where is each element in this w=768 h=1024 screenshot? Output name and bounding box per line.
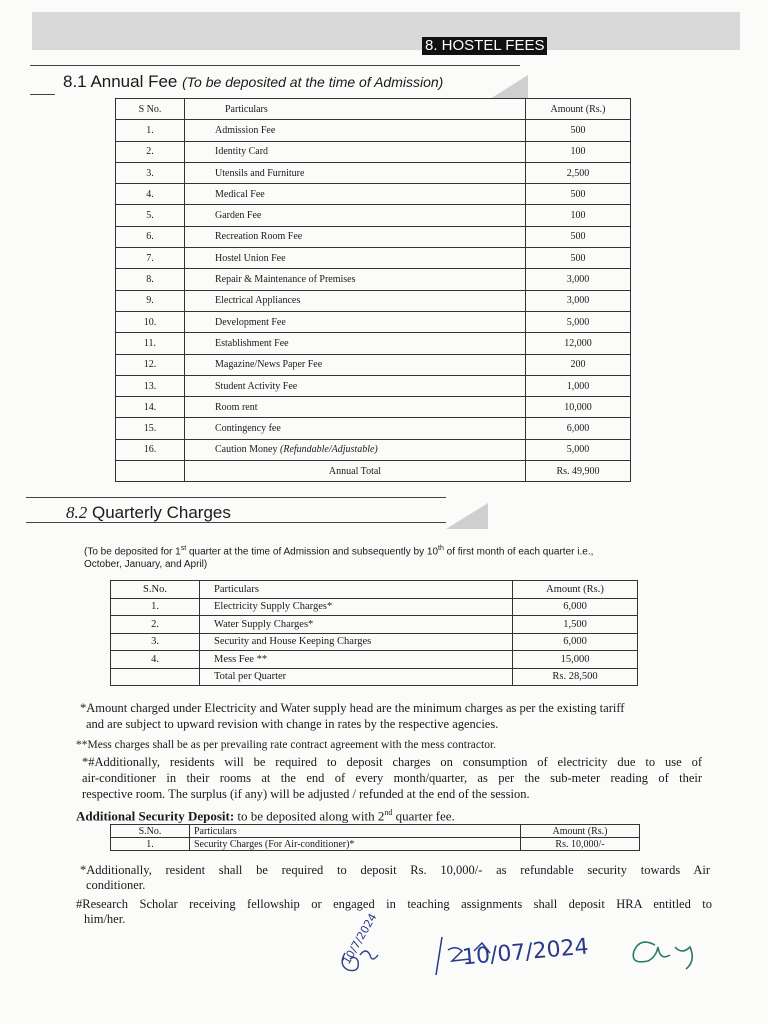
instr-part-a: (To be deposited for 1 [84, 546, 181, 558]
cell-sno: 13. [116, 375, 185, 396]
cell-particular [185, 184, 526, 205]
section1-subtitle: (To be deposited at the time of Admission) [182, 74, 444, 90]
col-sno: S.No. [111, 581, 200, 599]
cell-particular [185, 290, 526, 311]
security-deposit-table [110, 824, 640, 851]
cell-sno: 11. [116, 333, 185, 354]
annual-total-label: Annual Total [185, 461, 526, 482]
cell-particular-text: Utensils and Furniture [215, 167, 305, 179]
cell-particular-note: (Refundable/Adjustable) [280, 444, 378, 456]
cell-particular [185, 120, 526, 141]
note-ac-end: respective room. The surplus (if any) will be adjusted / refunded at the end of the session. [82, 787, 530, 801]
cell-particular: Security Charges (For Air-conditioner)* [190, 838, 521, 851]
cell-particular: Security and House Keeping Charges [200, 633, 513, 651]
table-row [116, 375, 631, 396]
section1-wedge [490, 75, 528, 99]
footer-note-2b: him/her. [84, 912, 126, 926]
cell-amount: 2,500 [526, 162, 631, 183]
section2-number: 8.2 [66, 503, 88, 522]
cell-particular [185, 311, 526, 332]
table-row [116, 290, 631, 311]
col-amount: Amount (Rs.) [521, 825, 640, 838]
cell-sno: 2. [111, 616, 200, 634]
signature-date-2: 10/07/2024 [461, 934, 590, 971]
cell-particular [185, 418, 526, 439]
cell-sno: 3. [111, 633, 200, 651]
instr-sup2: th [438, 545, 444, 552]
cell-particular-text: Medical Fee [215, 188, 265, 200]
cell-sno: 6. [116, 226, 185, 247]
cell-amount: 10,000 [526, 397, 631, 418]
table-header-row [111, 825, 640, 838]
note-1b: and are subject to upward revision with change in rates by the respective agencies. [86, 717, 499, 731]
cell-particular [185, 397, 526, 418]
col-particulars: Particulars [185, 99, 526, 120]
quarterly-rows [111, 598, 638, 668]
table-row [116, 397, 631, 418]
cell-amount: 1,500 [513, 616, 638, 634]
cell-particular: Mess Fee ** [200, 651, 513, 669]
section1-title-text: Annual Fee [90, 72, 178, 91]
annual-fee-table [115, 98, 631, 482]
note-ac [82, 754, 702, 786]
footer-note-1: *Additionally, resident shall be required to deposit Rs. 10,000/- as refundable security towards Air [80, 863, 710, 877]
instr-part-c: of first month of each quarter i.e., [443, 546, 594, 558]
table-row [116, 311, 631, 332]
footer-note-1b: conditioner. [86, 878, 146, 892]
cell-particular-text: Room rent [215, 401, 258, 413]
section2-title [66, 503, 231, 523]
cell-amount: 100 [526, 141, 631, 162]
table-header-row [111, 581, 638, 599]
section2-title-text: Quarterly Charges [91, 503, 231, 522]
note-mess: **Mess charges shall be as per prevailing rate contract agreement with the mess contractor. [76, 739, 497, 751]
table-row [111, 838, 640, 851]
quarterly-total-row [111, 668, 638, 686]
cell-particular-text: Recreation Room Fee [215, 231, 303, 243]
quarterly-charges-table [110, 580, 638, 686]
instr-line2: October, January, and April) [84, 559, 208, 571]
cell-amount: 6,000 [513, 633, 638, 651]
annual-total-row [116, 461, 631, 482]
page-title: 8. HOSTEL FEES [422, 37, 547, 55]
cell-particular-text: Establishment Fee [215, 337, 289, 349]
cell-amount: 500 [526, 184, 631, 205]
table-row [116, 162, 631, 183]
table-row [111, 651, 638, 669]
table-row [111, 598, 638, 616]
note-3b: air-conditioner in their rooms at the end of every month/quarter, as per the sub-meter reading of their [82, 771, 702, 785]
cell-particular-text: Identity Card [215, 146, 269, 158]
deposit-heading [76, 805, 716, 824]
deposit-sup: nd [384, 808, 393, 817]
cell-amount: 100 [526, 205, 631, 226]
cell-sno: 4. [111, 651, 200, 669]
table-row [116, 439, 631, 460]
table-row [116, 120, 631, 141]
quarterly-total-label: Total per Quarter [200, 668, 513, 686]
table-row [116, 354, 631, 375]
signature-marks [330, 925, 730, 1005]
signature-date-1: 10/7/2024 [340, 911, 380, 967]
deposit-text-a: to be deposited along with 2 [234, 808, 385, 824]
cell-amount: 3,000 [526, 290, 631, 311]
cell-particular [185, 205, 526, 226]
cell-sno: 14. [116, 397, 185, 418]
cell-particular [185, 439, 526, 460]
section2-instructions [84, 542, 704, 571]
instr-sup1: st [180, 545, 187, 552]
cell-particular-text: Electrical Appliances [215, 295, 301, 307]
header-band [32, 12, 740, 50]
table-header-row [116, 99, 631, 120]
note-electricity-water [80, 700, 720, 732]
cell-sno: 8. [116, 269, 185, 290]
table-row [111, 616, 638, 634]
cell-sno: 15. [116, 418, 185, 439]
section1-rule-left [30, 94, 55, 95]
cell-particular [185, 248, 526, 269]
table-row [116, 248, 631, 269]
cell-particular-text: Repair & Maintenance of Premises [215, 274, 356, 286]
cell-sno: 3. [116, 162, 185, 183]
cell-particular-text: Garden Fee [215, 210, 262, 222]
annual-fee-rows [116, 120, 631, 461]
cell-sno: 5. [116, 205, 185, 226]
table-row [116, 184, 631, 205]
table-row [116, 269, 631, 290]
cell-amount: 5,000 [526, 311, 631, 332]
table-row [116, 418, 631, 439]
section1-rule [30, 65, 520, 66]
cell-amount: 6,000 [526, 418, 631, 439]
cell-amount: 3,000 [526, 269, 631, 290]
section1-number: 8.1 [63, 72, 87, 91]
cell-amount: 15,000 [513, 651, 638, 669]
cell-particular-text: Student Activity Fee [215, 380, 298, 392]
cell-sno: 16. [116, 439, 185, 460]
cell-sno: 12. [116, 354, 185, 375]
annual-total-amount: Rs. 49,900 [526, 461, 631, 482]
cell-sno: 1. [116, 120, 185, 141]
cell-amount: 200 [526, 354, 631, 375]
cell-particular [185, 162, 526, 183]
cell-particular-text: Admission Fee [215, 124, 276, 136]
footer-note-2: #Research Scholar receiving fellowship or engaged in teaching assignments shall deposit HRA entitled to [76, 897, 712, 911]
section1-title [63, 72, 443, 92]
cell-amount: 500 [526, 226, 631, 247]
cell-particular: Electricity Supply Charges* [200, 598, 513, 616]
table-row [116, 205, 631, 226]
cell-particular [185, 269, 526, 290]
cell-particular-text: Hostel Union Fee [215, 252, 286, 264]
deposit-heading-label: Additional Security Deposit: [76, 808, 235, 824]
table-row [116, 141, 631, 162]
table-row [111, 633, 638, 651]
col-particulars: Particulars [200, 581, 513, 599]
note-3a: *#Additionally, residents will be required to deposit charges on consumption of electricity due to use of [82, 755, 702, 769]
cell-particular-text: Contingency fee [215, 423, 281, 435]
cell-amount: Rs. 10,000/- [521, 838, 640, 851]
signature-3-icon [633, 942, 692, 969]
cell-amount: 500 [526, 120, 631, 141]
cell-sno: 10. [116, 311, 185, 332]
cell-amount: 5,000 [526, 439, 631, 460]
col-amount: Amount (Rs.) [513, 581, 638, 599]
cell-particular [185, 333, 526, 354]
cell-particular [185, 226, 526, 247]
table-row [116, 226, 631, 247]
cell-sno: 4. [116, 184, 185, 205]
note-1a: *Amount charged under Electricity and Water supply head are the minimum charges as per the existing tariff [80, 701, 625, 715]
cell-sno: 9. [116, 290, 185, 311]
cell-amount: 6,000 [513, 598, 638, 616]
col-amount: Amount (Rs.) [526, 99, 631, 120]
cell-particular: Water Supply Charges* [200, 616, 513, 634]
col-sno: S.No. [111, 825, 190, 838]
cell-amount: 1,000 [526, 375, 631, 396]
quarterly-total-amount: Rs. 28,500 [513, 668, 638, 686]
cell-sno: 1. [111, 598, 200, 616]
cell-particular-text: Development Fee [215, 316, 286, 328]
cell-sno: 2. [116, 141, 185, 162]
cell-particular-text: Magazine/News Paper Fee [215, 359, 323, 371]
cell-amount: 12,000 [526, 333, 631, 354]
cell-amount: 500 [526, 248, 631, 269]
instr-part-b: quarter at the time of Admission and subsequently by 10 [186, 546, 439, 558]
cell-sno: 1. [111, 838, 190, 851]
col-sno: S No. [116, 99, 185, 120]
cell-particular [185, 375, 526, 396]
cell-particular-text: Caution Money [215, 444, 278, 456]
deposit-text-b: quarter fee. [392, 808, 455, 824]
cell-particular [185, 354, 526, 375]
section2-rule [26, 497, 446, 498]
table-row [116, 333, 631, 354]
cell-sno: 7. [116, 248, 185, 269]
cell-particular [185, 141, 526, 162]
col-particulars: Particulars [190, 825, 521, 838]
section2-wedge [446, 503, 488, 529]
